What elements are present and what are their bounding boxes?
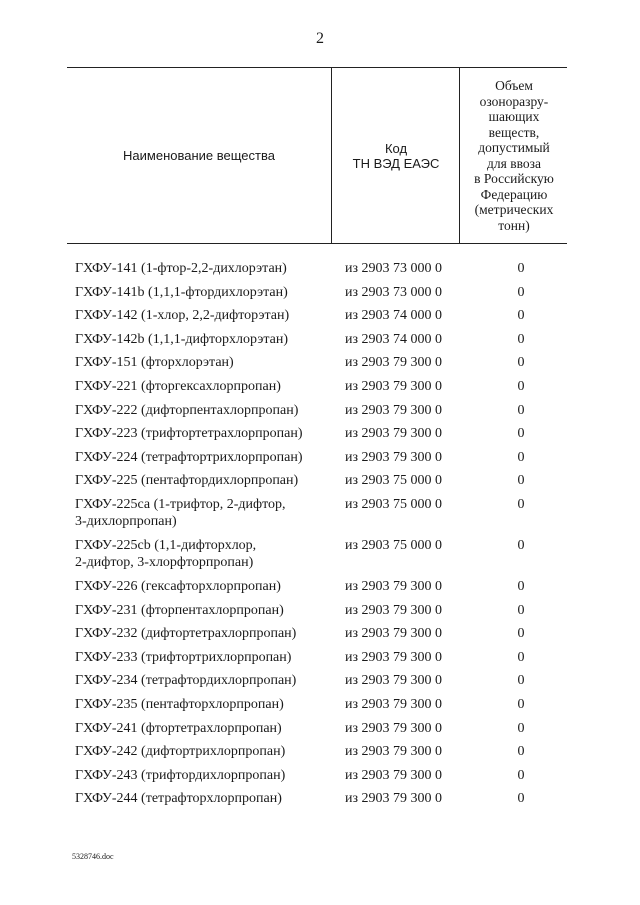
table-body: [67, 244, 567, 814]
table-row: [67, 402, 567, 426]
table-row: [67, 496, 567, 537]
allowed-volume-cell: 0: [517, 355, 525, 371]
table-row: [67, 260, 567, 284]
substance-name-cell: ГХФУ-232 (дифтортетрахлорпропан): [75, 626, 297, 642]
substance-name-cell: ГХФУ-231 (фторпентахлорпропан): [75, 602, 284, 618]
allowed-volume-cell: 0: [517, 673, 525, 689]
tn-ved-code-cell: из 2903 79 300 0: [345, 720, 443, 736]
allowed-volume-cell: 0: [517, 496, 525, 512]
table-row: [67, 602, 567, 626]
allowed-volume-cell: 0: [517, 767, 525, 783]
tn-ved-code-cell: из 2903 74 000 0: [345, 331, 443, 347]
substance-name-cell: ГХФУ-142 (1-хлор, 2,2-дифторэтан): [75, 308, 290, 324]
allowed-volume-cell: 0: [517, 744, 525, 760]
tn-ved-code-cell: из 2903 79 300 0: [345, 426, 443, 442]
allowed-volume-cell: 0: [517, 626, 525, 642]
tn-ved-code-cell: из 2903 79 300 0: [345, 402, 443, 418]
tn-ved-code-cell: из 2903 73 000 0: [345, 261, 443, 276]
substance-name-cell: ГХФУ-141b (1,1,1-фтордихлорэтан): [75, 284, 288, 300]
table-row: [67, 743, 567, 767]
allowed-volume-cell: 0: [517, 402, 525, 418]
substance-name-cell: ГХФУ-225са (1-трифтор, 2-дифтор, 3-дихлорпропан): [75, 496, 286, 529]
substance-name-cell: ГХФУ-235 (пентафторхлорпропан): [75, 696, 284, 712]
substance-name-cell: ГХФУ-241 (фтортетрахлорпропан): [75, 720, 282, 736]
substance-name-cell: ГХФУ-226 (гексафторхлорпропан): [75, 578, 281, 594]
substance-name-cell: ГХФУ-142b (1,1,1-дифторхлорэтан): [75, 331, 288, 347]
substance-name-cell: ГХФУ-141 (1-фтор-2,2-дихлорэтан): [75, 261, 287, 276]
substance-name-cell: ГХФУ-243 (трифтордихлорпропан): [75, 767, 286, 783]
allowed-volume-cell: 0: [517, 578, 525, 594]
substance-name-cell: ГХФУ-234 (тетрафтордихлорпропан): [75, 673, 297, 689]
table-row: [67, 331, 567, 355]
tn-ved-code-cell: из 2903 79 300 0: [345, 673, 443, 689]
table-header: [67, 67, 567, 244]
tn-ved-code-cell: из 2903 79 300 0: [345, 744, 443, 760]
allowed-volume-cell: 0: [517, 449, 525, 465]
tn-ved-code-cell: из 2903 79 300 0: [345, 649, 443, 665]
table-row: [67, 649, 567, 673]
substance-name-cell: ГХФУ-224 (тетрафтортрихлорпропан): [75, 449, 303, 465]
tn-ved-code-cell: из 2903 75 000 0: [345, 537, 443, 553]
table-row: [67, 720, 567, 744]
allowed-volume-cell: 0: [517, 284, 525, 300]
allowed-volume-cell: 0: [517, 473, 525, 489]
table-row: [67, 578, 567, 602]
tn-ved-code-cell: из 2903 79 300 0: [345, 767, 443, 783]
allowed-volume-cell: 0: [517, 537, 525, 553]
tn-ved-code-cell: из 2903 75 000 0: [345, 473, 443, 489]
allowed-volume-cell: 0: [517, 308, 525, 324]
tn-ved-code-cell: из 2903 79 300 0: [345, 602, 443, 618]
tn-ved-code-cell: из 2903 79 300 0: [345, 449, 443, 465]
page-number: 2: [316, 30, 324, 47]
table-row: [67, 790, 567, 814]
allowed-volume-cell: 0: [517, 331, 525, 347]
table-row: [67, 672, 567, 696]
allowed-volume-cell: 0: [517, 378, 525, 394]
header-substance-name: Наименование вещества: [123, 148, 275, 163]
table-row: [67, 425, 567, 449]
table-row: [67, 378, 567, 402]
header-tn-ved-code: [331, 68, 460, 243]
substances-table: [67, 67, 567, 814]
substance-name-cell: ГХФУ-233 (трифтортрихлорпропан): [75, 649, 292, 665]
tn-ved-code-cell: из 2903 79 300 0: [345, 791, 443, 807]
allowed-volume-cell: 0: [517, 602, 525, 618]
allowed-volume-cell: 0: [517, 426, 525, 442]
allowed-volume-cell: 0: [517, 720, 525, 736]
table-row: [67, 696, 567, 720]
table-row: [67, 307, 567, 331]
table-row: [67, 537, 567, 578]
allowed-volume-cell: 0: [517, 261, 525, 276]
file-name-footer: 5328746.doc: [72, 852, 114, 861]
tn-ved-code-cell: из 2903 79 300 0: [345, 696, 443, 712]
table-row: [67, 472, 567, 496]
substance-name-cell: ГХФУ-221 (фторгексахлорпропан): [75, 378, 281, 394]
substance-name-cell: ГХФУ-151 (фторхлорэтан): [75, 355, 234, 371]
substance-name-cell: ГХФУ-222 (дифторпентахлорпропан): [75, 402, 299, 418]
substance-name-cell: ГХФУ-225 (пентафтордихлорпропан): [75, 473, 299, 489]
substance-name-cell: ГХФУ-244 (тетрафторхлорпропан): [75, 791, 282, 807]
tn-ved-code-cell: из 2903 79 300 0: [345, 378, 443, 394]
substance-name-cell: ГХФУ-242 (дифтортрихлорпропан): [75, 744, 286, 760]
header-allowed-volume: Объем озоноразру- шающих веществ, допустимый для ввоза в Российскую Федерацию (метрических тонн): [459, 68, 568, 243]
allowed-volume-cell: 0: [517, 696, 525, 712]
allowed-volume-cell: 0: [517, 791, 525, 807]
table-row: [67, 284, 567, 308]
table-row: [67, 767, 567, 791]
tn-ved-code-cell: из 2903 73 000 0: [345, 284, 443, 300]
header-tn-ved-code-text: Код ТН ВЭД ЕАЭС: [352, 140, 440, 171]
tn-ved-code-cell: из 2903 79 300 0: [345, 355, 443, 371]
allowed-volume-cell: 0: [517, 649, 525, 665]
tn-ved-code-cell: из 2903 79 300 0: [345, 578, 443, 594]
table-row: [67, 354, 567, 378]
tn-ved-code-cell: из 2903 74 000 0: [345, 308, 443, 324]
substance-name-cell: ГХФУ-223 (трифтортетрахлорпропан): [75, 426, 303, 442]
table-row: [67, 449, 567, 473]
tn-ved-code-cell: из 2903 75 000 0: [345, 496, 443, 512]
table-row: [67, 625, 567, 649]
tn-ved-code-cell: из 2903 79 300 0: [345, 626, 443, 642]
substance-name-cell: ГХФУ-225cb (1,1-дифторхлор, 2-дифтор, 3-хлорфторпропан): [75, 537, 257, 570]
